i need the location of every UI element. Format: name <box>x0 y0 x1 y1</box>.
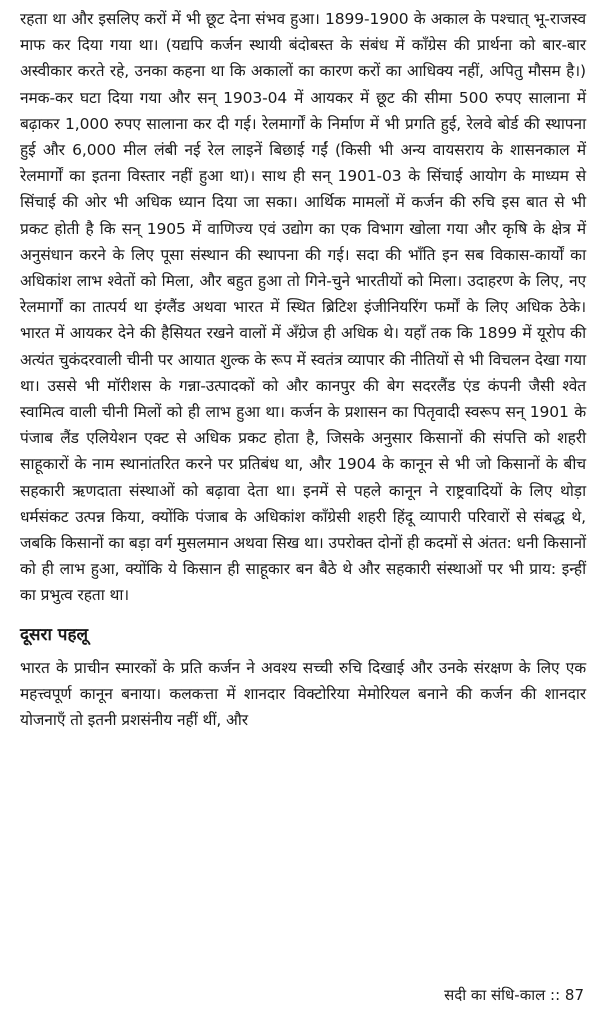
section-heading: दूसरा पहलू <box>20 624 89 645</box>
page-footer: सदी का संधि-काल :: 87 <box>444 986 584 1004</box>
body-paragraph-1: रहता था और इसलिए करों में भी छूट देना संभव हुआ। 1899-1900 के अकाल के पश्चात् भू-राजस्व माफ कर दिया गया था। (यद्यपि कर्जन स्थायी बंदोबस्त के संबंध में काँग्रेस की प्रार्थना को बार-बार अस्वीकार करते रहे, उनका कहना था कि अकालों का कारण करों का आधिक्य नहीं, अपितु मौसम है।) नमक-कर घटा दिया गया और सन् 1903-04 में आयकर में छूट की सीमा 500 रुपए सालाना में बढ़ाकर 1,000 रुपए सालाना कर दी गई। रेलमार्गों के निर्माण में भी प्रगति हुई, रेलवे बोर्ड की स्थापना हुई और 6,000 मील लंबी नई रेल लाइनें बिछाई गईं (किसी भी अन्य वायसराय के शासनकाल में रेलमार्गों का इतना विस्तार नहीं हुआ था)। साथ ही सन् 1901-03 के सिंचाई आयोग के माध्यम से सिंचाई की ओर भी अधिक ध्यान दिया जा सका। आर्थिक मामलों में कर्जन की रुचि इस बात से भी प्रकट होती है कि सन् 1905 में वाणिज्य एवं उद्योग का एक विभाग खोला गया और कृषि के क्षेत्र में अनुसंधान करने के लिए पूसा संस्थान की स्थापना की गई। सदा की भाँति इन सब विकास-कार्यों का अधिकांश लाभ श्वेतों को मिला, और बहुत हुआ तो गिने-चुने भारतीयों को मिला। उदाहरण के लिए, नए रेलमार्गों का तात्पर्य था इंग्लैंड अथवा भारत में स्थित ब्रिटिश इंजीनियरिंग फर्मों के लिए अधिक ठेके। भारत में आयकर देने की हैसियत रखने वालों में अँग्रेज ही अधिक थे। यहाँ तक कि 1899 में यूरोप की अत्यंत चुकंदरवाली चीनी पर आयात शुल्क के रूप में स्वतंत्र व्यापार की नीतियों से भी विचलन देखा गया था। उससे भी मॉरीशस के गन्ना-उत्पादकों को और कानपुर की बेग सदरलैंड एंड कंपनी जैसी श्वेत स्वामित्व वाली चीनी मिलों को ही लाभ हुआ था। कर्जन के प्रशासन का पितृवादी स्वरूप सन् 1901 के पंजाब लैंड एलियेशन एक्ट से अधिक प्रकट होता है, जिसके अनुसार किसानों की संपत्ति को शहरी साहूकारों के नाम स्थानांतरित करने पर प्रतिबंध था, और 1904 के कानून से भी जो किसानों के बीच सहकारी ऋणदाता संस्थाओं को बढ़ावा देता था। इनमें से पहले कानून ने राष्ट्रवादियों के लिए थोड़ा धर्मसंकट उत्पन्न किया, क्योंकि पंजाब के अधिकांश काँग्रेसी शहरी हिंदू व्यापारी परिवारों से संबद्ध थे, जबकि किसानों का बड़ा वर्ग मुसलमान अथवा सिख था। उपरोक्त दोनों ही कदमों से अंतत: धनी किसानों को ही लाभ हुआ, क्योंकि ये किसान ही साहूकार बन बैठे थे और सहकारी संस्थाओं पर भी प्राय: इन्हीं का प्रभुत्व रहता था। <box>20 10 586 605</box>
page-content <box>20 6 586 733</box>
body-paragraph-2: भारत के प्राचीन स्मारकों के प्रति कर्जन ने अवश्य सच्ची रुचि दिखाई और उनके संरक्षण के लिए एक महत्त्वपूर्ण कानून बनाया। कलकत्ता में शानदार विक्टोरिया मेमोरियल बनाने की कर्जन की शानदार योजनाएँ तो इतनी प्रशसंनीय नहीं थीं, और <box>20 658 586 730</box>
